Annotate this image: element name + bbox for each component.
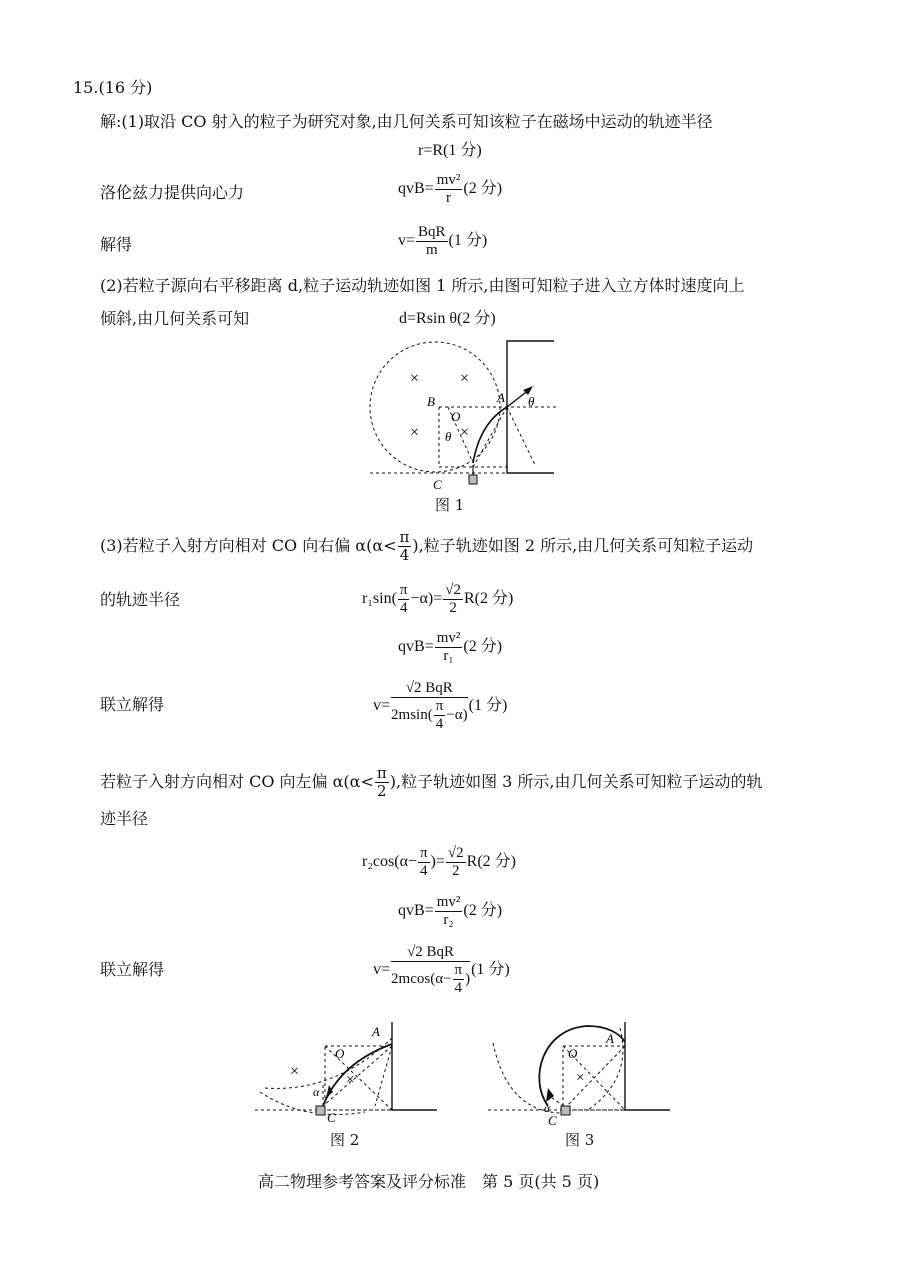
lorentz-label: 洛伦兹力提供向心力 — [100, 183, 245, 202]
part1-intro: 解:(1)取沿 CO 射入的粒子为研究对象,由几何关系可知该粒子在磁场中运动的轨迹半径 — [100, 112, 713, 131]
fig1-cross: × — [410, 370, 420, 387]
fig1-label-C: C — [433, 477, 442, 492]
figure-2-caption: 图 2 — [330, 1131, 360, 1149]
eq-radius: r=R(1 分) — [418, 142, 482, 159]
fig3-label-C: C — [548, 1113, 557, 1128]
fig2-label-alpha: α — [313, 1085, 320, 1099]
fig2-cross: × — [346, 1072, 355, 1088]
eq-force-r1: qvB= $\frac{\text{mv²}}{\text{r₁}}$ (2 分) — [398, 630, 503, 664]
fig2-cross: × — [290, 1063, 300, 1080]
solve-label-1: 解得 — [100, 235, 133, 254]
eq-velocity-1: v= $\frac{\text{BqR}}{m}$ (1 分) — [398, 224, 488, 258]
fig1-label-B: B — [427, 394, 435, 409]
eq-d: d=Rsin θ(2 分) — [399, 310, 496, 327]
solve-label-3: 联立解得 — [100, 960, 165, 979]
figure-1 — [365, 335, 565, 500]
part2-line2: 倾斜,由几何关系可知 — [100, 309, 250, 328]
part3-line1: (3)若粒子入射方向相对 CO 向右偏 α(α< $\frac{\pi}{4}$ ),粒子轨迹如图 2 所示,由几何关系可知粒子运动 — [100, 528, 754, 564]
eq-velocity-2: v= √2 BqR 2msin( $\frac{\pi}{4}$ −α) (1 分) — [373, 680, 508, 732]
fig3-label-A: A — [606, 1031, 614, 1046]
fig1-label-O: O — [451, 409, 461, 424]
fig3-label-O: O — [568, 1046, 578, 1061]
fig2-label-A: A — [372, 1024, 380, 1039]
part4-line1: 若粒子入射方向相对 CO 向左偏 α(α< $\frac{\pi}{2}$ ),粒子轨迹如图 3 所示,由几何关系可知粒子运动的轨 — [100, 764, 763, 800]
part2-line1: (2)若粒子源向右平移距离 d,粒子运动轨迹如图 1 所示,由图可知粒子进入立方体时速度向上 — [100, 276, 745, 295]
fig1-cross: × — [460, 424, 470, 441]
problem-number: 15.(16 分) — [73, 78, 153, 97]
fig3-label-alpha: α — [544, 1101, 551, 1115]
part3-line2: 的轨迹半径 — [100, 590, 181, 609]
figure-1-caption: 图 1 — [435, 496, 465, 514]
eq-lorentz: qvB= $\frac{\text{mv²}}{r}$ (2 分) — [398, 172, 503, 206]
fig1-label-A: A — [497, 390, 505, 405]
figure-2 — [255, 1018, 440, 1128]
solve-label-2: 联立解得 — [100, 695, 165, 714]
eq-r1: r₁sin( $\frac{\pi}{4}$ −α)= $\frac{√2}{2}$ R(2 分) — [362, 582, 514, 616]
fig1-label-theta: θ — [445, 429, 452, 444]
fig2-label-C: C — [327, 1110, 336, 1125]
fig1-cross: × — [410, 424, 420, 441]
eq-velocity-3: v= √2 BqR 2mcos(α− $\frac{\pi}{4}$ ) (1 分) — [373, 944, 510, 996]
figure-3-caption: 图 3 — [565, 1131, 595, 1149]
fig3-cross: × — [576, 1070, 585, 1086]
fig1-label-theta: θ — [528, 394, 535, 409]
part4-line2: 迹半径 — [100, 809, 149, 828]
eq-force-r2: qvB= $\frac{\text{mv²}}{\text{r₂}}$ (2 分) — [398, 894, 503, 928]
figure-3 — [488, 1018, 673, 1128]
fig1-cross: × — [460, 370, 470, 387]
eq-r2: r₂cos(α− $\frac{\pi}{4}$ )= $\frac{√2}{2}$ R(2 分) — [362, 845, 516, 879]
page-footer: 高二物理参考答案及评分标准 第 5 页(共 5 页) — [258, 1172, 600, 1191]
fig2-label-O: O — [335, 1046, 345, 1061]
